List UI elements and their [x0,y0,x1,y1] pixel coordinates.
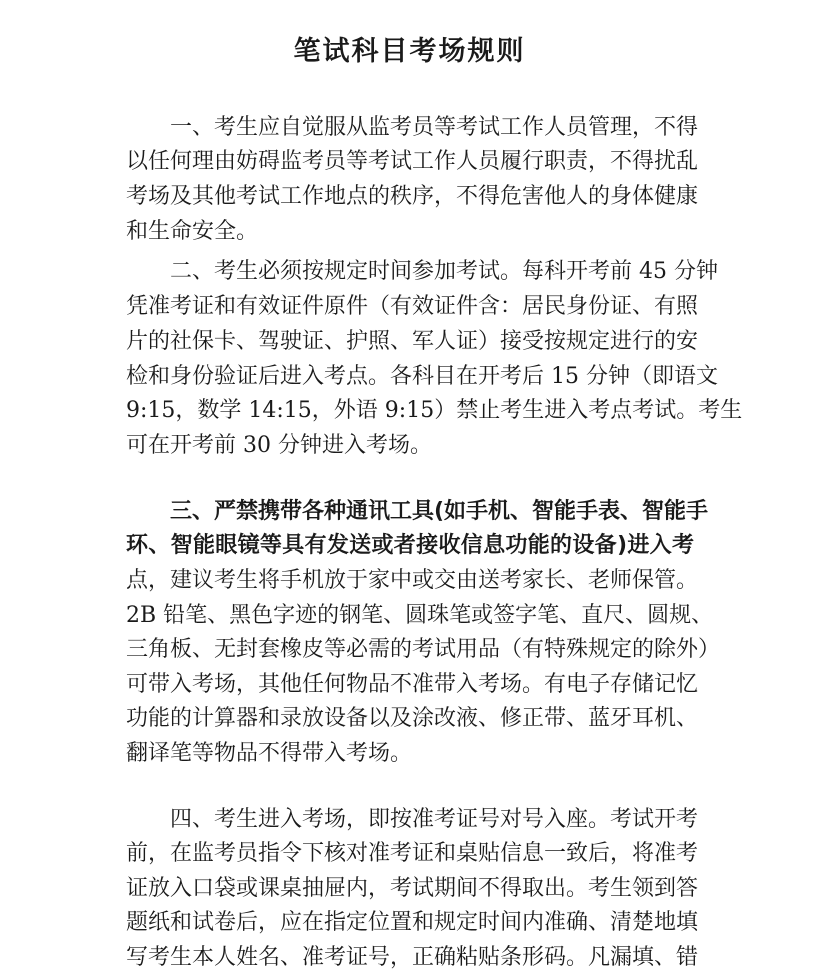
paragraph-line: 三、严禁携带各种通讯工具(如手机、智能手表、智能手 [170,499,709,524]
paragraph-line: 以任何理由妨碍监考员等考试工作人员履行职责，不得扰乱 [126,149,699,174]
paragraph-line: 证放入口袋或课桌抽屉内，考试期间不得取出。考生领到答 [126,876,699,901]
paragraph-line: 可在开考前 30 分钟进入考场。 [126,433,432,458]
paragraph-line: 翻译笔等物品不得带入考场。 [126,741,413,766]
document-title: 笔试科目考场规则 [293,36,526,67]
paragraph-line: 检和身份验证后进入考点。各科目在开考后 15 分钟（即语文 [126,364,718,389]
paragraph-line: 点，建议考生将手机放于家中或交由送考家长、老师保管。 [126,568,699,593]
paragraph-line: 2B 铅笔、黑色字迹的钢笔、圆珠笔或签字笔、直尺、圆规、 [126,603,714,628]
paragraph-line: 环、智能眼镜等具有发送或者接收信息功能的设备)进入考 [126,533,694,558]
paragraph-line: 9:15，数学 14:15，外语 9:15）禁止考生进入考点考试。考生 [126,398,743,423]
paragraph-line: 前，在监考员指令下核对准考证和桌贴信息一致后，将准考 [126,841,699,866]
paragraph-line: 一、考生应自觉服从监考员等考试工作人员管理，不得 [170,115,699,140]
paragraph-line: 三角板、无封套橡皮等必需的考试用品（有特殊规定的除外） [126,637,721,662]
paragraph-line: 题纸和试卷后，应在指定位置和规定时间内准确、清楚地填 [126,910,699,935]
paragraph-line: 写考生本人姓名、准考证号，正确粘贴条形码。凡漏填、错 [126,945,699,970]
paragraph-line: 二、考生必须按规定时间参加考试。每科开考前 45 分钟 [170,259,718,284]
paragraph-line: 可带入考场，其他任何物品不准带入考场。有电子存储记忆 [126,672,699,697]
paragraph-line: 考场及其他考试工作地点的秩序，不得危害他人的身体健康 [126,184,699,209]
paragraph-line: 四、考生进入考场，即按准考证号对号入座。考试开考 [170,807,699,832]
paragraph-line: 凭准考证和有效证件原件（有效证件含：居民身份证、有照 [126,294,699,319]
paragraph-line: 功能的计算器和录放设备以及涂改液、修正带、蓝牙耳机、 [126,706,699,731]
paragraph-line: 片的社保卡、驾驶证、护照、军人证）接受按规定进行的安 [126,329,699,354]
paragraph-line: 和生命安全。 [126,219,259,244]
